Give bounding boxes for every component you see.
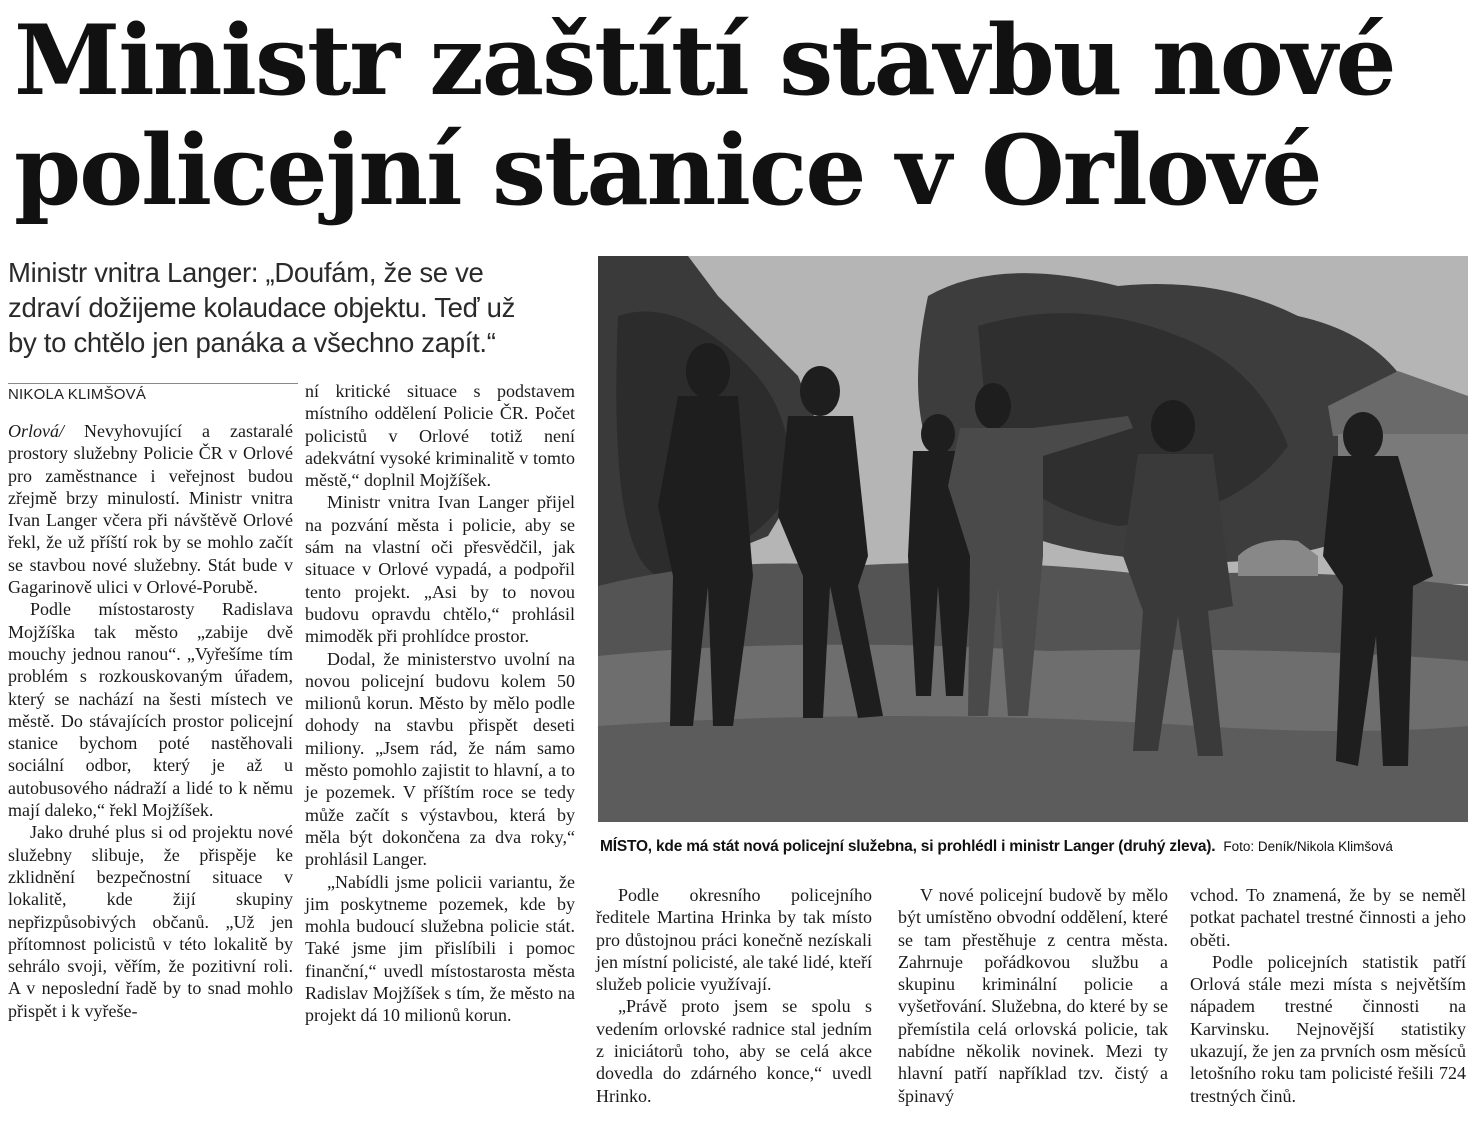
subheadline-line-2: zdraví dožijeme kolaudace objektu. Teď už — [8, 292, 516, 323]
paragraph: „Právě proto jsem se spolu s vedením orlovské radnice stal jedním z iniciátorů toho, aby se celá akce dovedla do zdárného konce,“ uvedl Hrinko. — [596, 996, 872, 1106]
headline — [14, 6, 1464, 226]
paragraph: Ministr vnitra Ivan Langer přijel na pozvání města i policie, aby se sám na vlastní oči přesvědčil, jak situace v Orlové vypadá, a podpořil tento projekt. „Asi by to novou budovu opravdu chtělo,“ prohlásil mimoděk při prohlídce prostor. — [305, 492, 575, 647]
paragraph: Podle okresního policejního ředitele Martina Hrinka by tak místo pro důstojnou práci konečně nezískali jen místní policisté, ale také lidé, kteří služeb policie využívají. — [596, 885, 872, 995]
subheadline — [8, 255, 588, 360]
paragraph: Podle policejních statistik patří Orlová stále mezi místa s největším nápadem trestné činnosti na Karvinsku. Nejnovější statistiky ukazují, že jen za prvních osm měsíců letošního roku tam policisté řešili 724 trestných činů. — [1190, 951, 1466, 1106]
headline-line-2: policejní stanice v Orlové — [14, 114, 1321, 227]
article-column-1 — [8, 420, 293, 1022]
article-column-2 — [305, 380, 575, 1027]
paragraph: Dodal, že ministerstvo uvolní na novou policejní budovu kolem 50 milionů korun. Město by mělo podle dohody na stavbu přispět deseti miliony. „Jsem rád, že nám samo město pomohlo zajistit to hlavní, a to je pozemek. V příštím roce se tedy může začít s výstavbou, která by měla být dokončena za dva roky,“ prohlásil Langer. — [305, 648, 575, 870]
paragraph: „Nabídli jsme policii variantu, že jim poskytneme pozemek, kde by mohla budoucí služebna policie stát. Také jsme jim přislíbili i pomoc finanční,“ uvedl místostarosta města Radislav Mojžíšek s tím, že město na projekt dá 10 milionů korun. — [305, 871, 575, 1026]
article-column-3 — [596, 884, 872, 1107]
paragraph: ní kritické situace s podstavem místního oddělení Policie ČR. Počet policistů v Orlové totiž není adekvátní vysoké kriminalitě v tomto městě,“ doplnil Mojžíšek. — [305, 381, 575, 491]
paragraph: Podle místostarosty Radislava Mojžíška tak město „zabije dvě mouchy jednou ranou“. „Vyřešíme tím problém s rozkouskovaným úřadem, který se nachází na šesti místech ve městě. Do stávajících prostor policejní stanice bychom poté nastěhovali sociální odbor, který je až u autobusového nádraží a lidé to k němu mají daleko,“ řekl Mojžíšek. — [8, 599, 293, 821]
photo-credit: Foto: Deník/Nikola Klimšová — [1223, 839, 1393, 854]
article-column-4 — [898, 884, 1168, 1107]
photo-illustration — [598, 256, 1468, 822]
paragraph: V nové policejní budově by mělo být umístěno obvodní oddělení, které se tam přestěhuje z centra města. Zahrnuje pořádkovou službu a skupinu kriminální policie a vyšetřování. Služebna, do které by se přemístila celá orlovská policie, tak nabídne několik novinek. Mezi ty hlavní patří například tzv. čistý a špinavý — [898, 885, 1168, 1106]
paragraph-text: Nevyhovující a zastaralé prostory služebny Policie ČR v Orlové pro zaměstnance i veřejnost budou zřejmě brzy minulostí. Ministr vnitra Ivan Langer včera při návštěvě Orlové řekl, že už příští rok by se mohlo začít se stavbou nové služebny. Stát bude v Gagarinově ulici v Orlové-Porubě. — [8, 421, 293, 598]
photo-caption — [600, 838, 1470, 856]
headline-line-1: Ministr zaštítí stavbu nové — [14, 4, 1395, 117]
dateline: Orlová/ — [8, 421, 64, 441]
subheadline-line-1: Ministr vnitra Langer: „Doufám, že se ve — [8, 257, 484, 288]
paragraph: vchod. To znamená, že by se neměl potkat pachatel trestné činnosti a jeho oběti. — [1190, 885, 1466, 950]
news-photo — [598, 256, 1468, 822]
byline: NIKOLA KLIMŠOVÁ — [8, 383, 298, 403]
subheadline-line-3: by to chtělo jen panáka a všechno zapít.“ — [8, 327, 496, 358]
caption-text: MÍSTO, kde má stát nová policejní služebna, si prohlédl i ministr Langer (druhý zleva). — [600, 838, 1216, 855]
paragraph — [8, 420, 293, 598]
article-column-5 — [1190, 884, 1466, 1107]
paragraph: Jako druhé plus si od projektu nové služebny slibuje, že přispěje ke zklidnění bezpečnostní situace v lokalitě, kde žijí skupiny nepřizpůsobivých občanů. „Už jen přítomnost policistů v této lokalitě by sehrálo svoji, věřím, že pozitivní roli. A v neposlední řadě by to snad mohlo přispět i k vyřeše- — [8, 822, 293, 1021]
